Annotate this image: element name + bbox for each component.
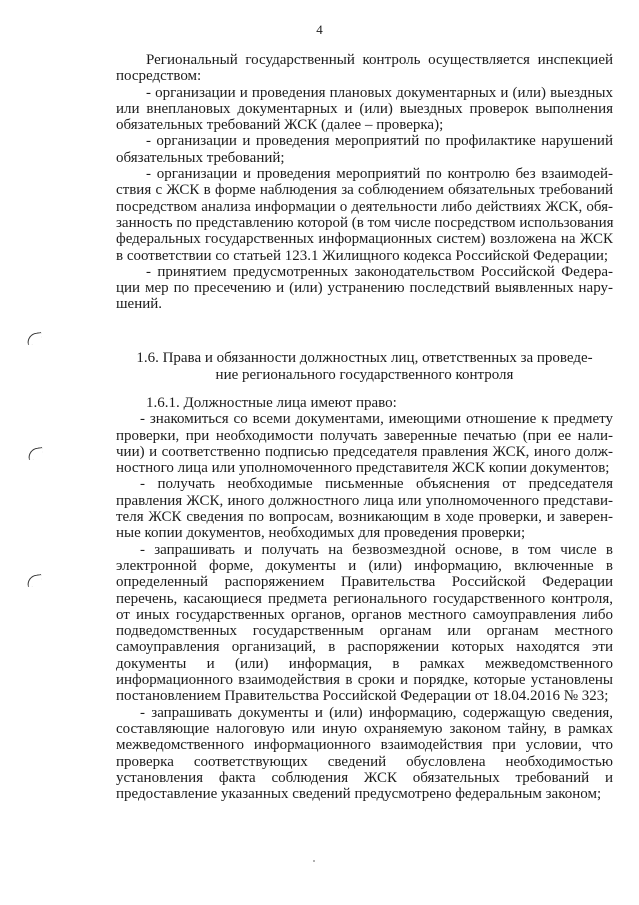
text-line: занность по представлению которой (в том числе посредством использования [116,214,614,231]
text-line: Региональный государственный контроль осуществляется инспекцией [146,52,613,68]
text-line: от иных государственных органов, органов местного самоуправления либо [116,606,613,623]
text-line: - организации и проведения мероприятий по профилактике нарушений [146,133,613,150]
text-line: установления факта соблюдения ЖСК обязательных требований и [116,769,613,786]
scan-speck [313,860,315,862]
text-line: федеральных государственных информационных систем) возложена на ЖСК [116,231,613,248]
text-line: межведомственного информационного взаимодействия при условии, что [116,737,613,754]
text-line: ции мер по пресечению и (или) устранению последствий выявленных нару- [116,280,613,297]
section-heading-1-6 [116,350,613,384]
text-line: - организации и проведения плановых документарных и (или) выездных [146,84,613,101]
text-line: постановлением Правительства Российской Федерации от 18.04.2016 № 323; [116,688,609,705]
text-line: или внеплановых документарных и (или) выездных проверок выполнения [116,100,613,117]
section-heading-line: ние регионального государственного контроля [215,367,514,383]
text-line: предоставление указанных сведений предусмотрено федеральным законом; [116,786,602,803]
page-number: 4 [316,22,323,37]
text-line: чии) и соответственно подписью председателя правления ЖСК, иного долж- [116,443,613,460]
text-line: ностного лица или уполномоченного представителя ЖСК копии документов; [116,460,610,477]
text-line: 1.6.1. Должностные лица имеют право: [146,395,397,411]
text-line: посредством: [116,68,202,85]
section-heading-line: 1.6. Права и обязанности должностных лиц, ответственных за проведе- [136,350,593,366]
text-line: - получать необходимые письменные объяснения от председателя [140,476,613,493]
text-line: ствия с ЖСК в форме наблюдения за соблюдением обязательных требований [116,182,613,199]
text-line: проверка соответствующих сведений обусловлена необходимостью [116,753,613,770]
text-line: обязательных требований ЖСК (далее – проверка); [116,117,444,134]
text-line: правления ЖСК, иного должностного лица или уполномоченного представи- [116,492,613,509]
text-line: посредством анализа информации о деятельности либо действиях ЖСК, обя- [116,198,613,215]
text-line: составляющие налоговую или иную охраняемую законом тайну, в рамках [116,720,613,737]
margin-punch-mark [26,332,42,345]
text-line: теля ЖСК сведения по вопросам, возникающим в ходе проверки, и заверен- [116,509,613,526]
paragraph-block-control-methods [116,52,613,313]
text-line: самоуправления организаций, в распоряжении которых находятся эти [116,639,613,656]
text-line: обязательных требований; [116,149,285,166]
text-line: - принятием предусмотренных законодательством Российской Федера- [146,263,613,280]
text-line: в соответствии со статьей 123.1 Жилищного кодекса Российской Федерации; [116,247,609,264]
text-line: - запрашивать документы и (или) информацию, содержащую сведения, [140,704,613,721]
text-line: проверки, при необходимости получать заверенные печатью (при ее нали- [116,427,613,444]
text-line: информационного взаимодействия в сроки и порядке, которые установлены [116,672,613,689]
text-line: перечень, касающиеся предмета регионального государственного контроля, [116,590,613,607]
text-line: шений. [116,296,163,313]
text-line: подведомственных государственным органам или органам местного [116,623,613,640]
margin-punch-mark [27,447,43,460]
margin-punch-mark [26,574,42,587]
text-line: - знакомиться со всеми документами, имеющими отношение к предмету [140,411,613,428]
text-line: ные копии документов, необходимых для проведения проверки; [116,525,526,542]
text-line: определенный распоряжением Правительства Российской Федерации [116,574,613,591]
paragraph-block-officials-rights [116,395,613,802]
text-line: - запрашивать и получать на безвозмездной основе, в том числе в [140,541,613,558]
text-line: - организации и проведения мероприятий по контролю без взаимодей- [146,166,613,183]
text-line: электронной форме, документы и (или) информацию, включенные в [116,557,613,574]
text-line: документы и (или) информация, в рамках межведомственного [116,655,613,672]
